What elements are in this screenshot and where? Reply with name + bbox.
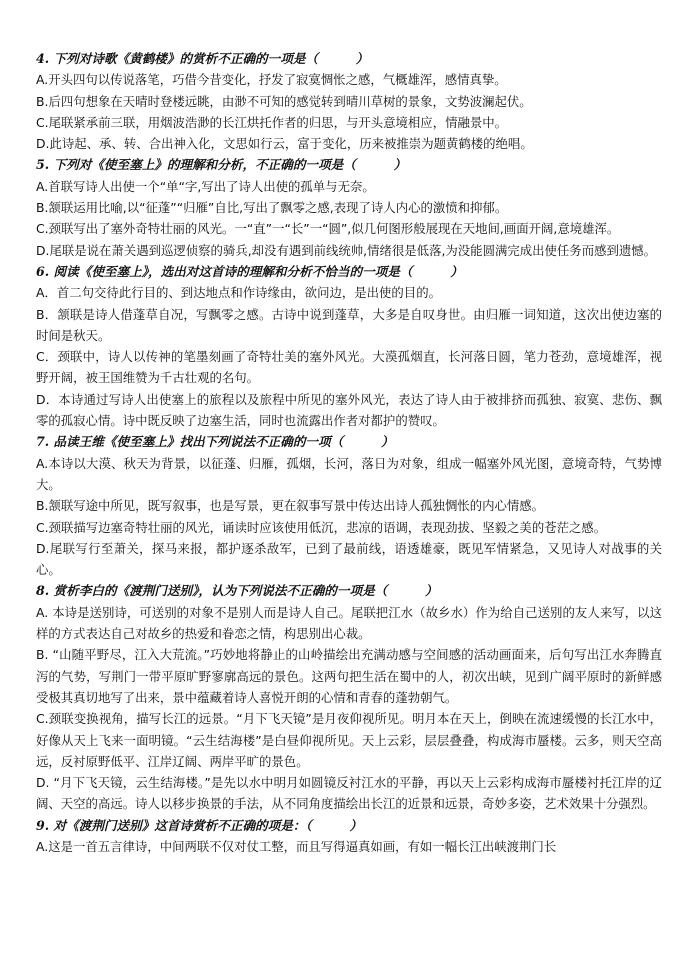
option-a: A．首二句交待此行目的、到达地点和作诗缘由，欲问边，是出使的目的。	[36, 285, 441, 301]
option-a: A. 本诗是送别诗，可送别的对象不是别人而是诗人自己。尾联把江水（故乡水）作为给自己送别的友人来写，以这样的方式表达自己对故乡的热爱和眷恋之情，构思别出心裁。	[36, 604, 662, 642]
option-c: C．颈联中，诗人以传神的笔墨刻画了奇特壮美的塞外风光。大漠孤烟直，长河落日圆，笔力苍劲，意境雄浑，视野开阔，被王国维赞为千古壮观的名句。	[36, 349, 662, 386]
option-d: D.此诗起、承、转、合出神入化，文思如行云，富于变化，历来被推崇为题黄鹤楼的绝唱。	[36, 136, 533, 152]
question-title: 4. 下列对诗歌《黄鹤楼》的赏析不正确的一项是（ ）	[36, 51, 369, 66]
question-9	[36, 815, 662, 858]
option-d: D.尾联是说在萧关遇到巡逻侦察的骑兵,却没有遇到前线统帅,情绪很是低落,为没能圆满完成出使任务而感到遗憾。	[36, 242, 657, 258]
option-a: A.开头四句以传说落笔，巧借今昔变化，抒发了寂寞惆怅之感，气概雄浑，感情真挚。	[36, 72, 507, 88]
question-title: 6. 阅读《使至塞上》，选出对这首诗的理解和分析不恰当的一项是（ ）	[36, 263, 463, 279]
question-title: 9. 对《渡荆门送别》这首诗赏析不正确的项是：（ ）	[36, 817, 363, 833]
option-a: A.首联写诗人出使一个“单“字,写出了诗人出使的孤单与无奈。	[36, 178, 375, 194]
question-4	[36, 48, 662, 154]
question-5	[36, 154, 662, 260]
option-c: C.颈联描写边塞奇特壮丽的风光，诵读时应该使用低沉，悲凉的语调，表现劲拔、坚毅之美的苍茫之感。	[36, 519, 607, 535]
question-title: 7. 品读王维《使至塞上》找出下列说法不正确的一项（ ）	[36, 434, 394, 450]
option-c: C.尾联紧承前三联，用烟波浩渺的长江烘托作者的归思，与开头意境相应，情融景中。	[36, 114, 508, 130]
question-title: 5. 下列对《使至塞上》的理解和分析，不正确的一项是（ ）	[36, 157, 407, 173]
option-a: A.这是一首五言律诗，中间两联不仅对仗工整，而且写得逼真如画，有如一幅长江出峡渡荆门长	[36, 838, 557, 854]
option-b: B.颔联运用比喻,以“征蓬”“归雁”自比,写出了飘零之感,表现了诗人内心的激愤和抑郁。	[36, 200, 508, 216]
question-8	[36, 580, 662, 814]
option-d: D.尾联写行至萧关，探马来报，都护逐杀敌军，已到了最前线，语透雄豪，既见军情紧急，又见诗人对战事的关心。	[36, 540, 662, 578]
option-c: C.颈联变换视角，描写长江的远景。“月下飞天镜”是月夜仰视所见。明月本在天上，倒映在流速缓慢的长江水中，好像从天上飞来一面明镜。“云生结海楼”是白昼仰视所见。天上云彩，层层叠叠，构成海市蜃楼。云多，则天空高远，反衬原野低平、江岸辽阔、两岸平旷的景色。	[36, 711, 662, 769]
question-7	[36, 431, 662, 580]
option-b: B.颔联写途中所见，既写叙事，也是写景，更在叙事写景中传达出诗人孤独惆怅的内心情感。	[36, 498, 545, 514]
option-d: D．本诗通过写诗人出使塞上的旅程以及旅程中所见的塞外风光，表达了诗人由于被排挤而孤独、寂寞、悲伤、飘零的孤寂心情。诗中既反映了边塞生活，同时也流露出作者对都护的赞叹。	[36, 391, 662, 429]
option-c: C.颈联写出了塞外奇特壮丽的风光。一“直”一“长”一“圆”,似几何图形般展现在天地间,画面开阔,意境雄浑。	[36, 221, 620, 237]
question-title: 8. 赏析李白的《渡荆门送别》，认为下列说法不正确的一项是（ ）	[36, 583, 438, 599]
option-b: B.后四句想象在天晴时登楼远眺，由渺不可知的感觉转到晴川草树的景象，文势波澜起伏。	[36, 93, 532, 109]
option-d: D. “月下飞天镜，云生结海楼。”是先以水中明月如圆镜反衬江水的平静，再以天上云彩构成海市蜃楼衬托江岸的辽阔、天空的高远。诗人以移步换景的手法，从不同角度描绘出长江的近景和远景，奇妙多姿，艺术效果十分强烈。	[36, 775, 662, 812]
option-a: A.本诗以大漠、秋天为背景，以征蓬、归雁，孤烟，长河，落日为对象，组成一幅塞外风光图，意境奇特，气势博大。	[36, 455, 662, 492]
option-b: B．颔联是诗人借蓬草自况，写飘零之感。古诗中说到蓬草，大多是自叹身世。由归雁一词知道，这次出使边塞的时间是秋天。	[36, 306, 662, 343]
question-6	[36, 261, 662, 431]
option-b: B. “山随平野尽，江入大荒流。”巧妙地将静止的山岭描绘出充满动感与空间感的活动画面来，后句写出江水奔腾直泻的气势，写荆门一带平原旷野寥廓高远的景色。这两句把生活在蜀中的人，初次出峡，见到广阔平原时的新鲜感受极其真切地写了出来，景中蕴藏着诗人喜悦开朗的心情和青春的蓬勃朝气。	[36, 647, 662, 705]
